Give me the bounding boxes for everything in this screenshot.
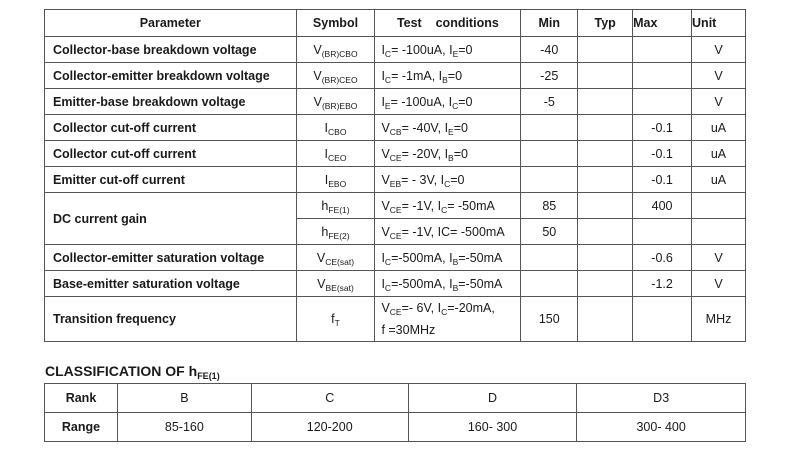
max-cell — [633, 297, 692, 342]
symbol-cell — [296, 193, 375, 219]
parameter-cell: Collector cut-off current — [45, 115, 297, 141]
classification-title-sub: FE(1) — [197, 371, 220, 381]
table-row — [45, 141, 746, 167]
condition-cell — [375, 37, 521, 63]
parameter-cell: Emitter cut-off current — [45, 167, 297, 193]
typ-cell — [578, 271, 633, 297]
header-parameter: Parameter — [45, 10, 297, 37]
table-row — [45, 63, 746, 89]
condition-text: = -1mA, I — [391, 68, 443, 83]
rank-value: B — [118, 384, 252, 413]
rank-value: D — [408, 384, 577, 413]
symbol-main: h — [321, 224, 329, 239]
condition-text: I — [381, 250, 385, 265]
condition-text: V — [381, 146, 390, 161]
max-cell: -0.1 — [633, 167, 692, 193]
unit-cell: V — [692, 245, 746, 271]
unit-cell: V — [692, 37, 746, 63]
condition-cell — [375, 245, 521, 271]
symbol-cell — [296, 37, 375, 63]
table-row — [45, 193, 746, 219]
typ-cell — [578, 89, 633, 115]
condition-text: =-500mA, I — [391, 250, 453, 265]
symbol-subscript: (BR)CEO — [321, 74, 358, 85]
condition-subscript: C — [384, 282, 392, 293]
symbol-main: V — [317, 276, 326, 291]
symbol-cell — [296, 245, 375, 271]
parameter-cell: Collector-base breakdown voltage — [45, 37, 297, 63]
symbol-subscript: FE(1) — [328, 204, 350, 215]
symbol-subscript: CE(sat) — [325, 256, 355, 267]
rank-label: Rank — [45, 384, 118, 413]
condition-text: =0 — [453, 120, 468, 135]
condition-cell — [375, 167, 521, 193]
condition-text: =-50mA — [458, 250, 503, 265]
unit-cell: uA — [692, 141, 746, 167]
symbol-cell — [296, 167, 375, 193]
condition-subscript: E — [448, 126, 454, 137]
symbol-main: I — [324, 146, 329, 161]
symbol-subscript: CBO — [328, 126, 347, 137]
symbol-cell — [296, 63, 375, 89]
condition-subscript: CB — [389, 126, 402, 137]
condition-subscript: EB — [389, 178, 402, 189]
table-row — [45, 37, 746, 63]
min-cell: -25 — [521, 63, 578, 89]
min-cell: -40 — [521, 37, 578, 63]
condition-text: = -1V, IC= -500mA — [401, 224, 505, 239]
condition-text: =-50mA — [458, 276, 503, 291]
condition-subscript: B — [442, 74, 448, 85]
max-cell: -0.1 — [633, 141, 692, 167]
symbol-subscript: CEO — [328, 152, 347, 163]
symbol-subscript: EBO — [328, 178, 347, 189]
condition-text: = -1V, I — [401, 198, 442, 213]
condition-subscript: E — [384, 100, 391, 111]
min-cell: 150 — [521, 297, 578, 342]
condition-subscript: B — [452, 256, 459, 267]
parameter-cell: Collector-emitter saturation voltage — [45, 245, 297, 271]
min-cell — [521, 271, 578, 297]
header-typ: Typ — [578, 10, 633, 37]
condition-text: =0 — [453, 146, 468, 161]
condition-cell — [375, 141, 521, 167]
header-test-conditions: Test conditions — [375, 10, 521, 37]
typ-cell — [578, 297, 633, 342]
unit-cell: V — [692, 89, 746, 115]
condition-subscript: CE — [389, 204, 402, 215]
table-row — [45, 89, 746, 115]
classification-title — [45, 363, 220, 379]
condition-subscript: C — [384, 48, 392, 59]
min-cell: -5 — [521, 89, 578, 115]
symbol-main: V — [313, 94, 322, 109]
max-cell: -0.1 — [633, 115, 692, 141]
condition-cell — [375, 271, 521, 297]
symbol-cell — [296, 115, 375, 141]
table-row — [45, 115, 746, 141]
typ-cell — [578, 37, 633, 63]
header-symbol: Symbol — [296, 10, 375, 37]
symbol-cell — [296, 89, 375, 115]
condition-subscript: CE — [389, 307, 402, 317]
min-cell: 85 — [521, 193, 578, 219]
symbol-cell — [296, 219, 375, 245]
symbol-subscript: (BR)CBO — [321, 48, 358, 59]
range-row — [45, 413, 746, 442]
condition-text: I — [381, 276, 385, 291]
condition-text: = -100uA, I — [390, 94, 453, 109]
typ-cell — [578, 193, 633, 219]
condition-text: V — [381, 301, 390, 315]
symbol-subscript: BE(sat) — [325, 282, 354, 293]
unit-cell — [692, 219, 746, 245]
condition-subscript: E — [452, 48, 459, 59]
symbol-cell — [296, 141, 375, 167]
condition-text: = -20V, I — [401, 146, 449, 161]
condition-subscript: CE — [389, 230, 402, 241]
typ-cell — [578, 167, 633, 193]
parameter-cell: Base-emitter saturation voltage — [45, 271, 297, 297]
min-cell — [521, 115, 578, 141]
table-row — [45, 297, 746, 342]
classification-title-text: CLASSIFICATION OF h — [45, 363, 198, 379]
symbol-main: I — [324, 120, 329, 135]
range-label: Range — [45, 413, 118, 442]
condition-text: =-500mA, I — [391, 276, 453, 291]
table-row — [45, 167, 746, 193]
symbol-subscript: T — [334, 318, 340, 328]
unit-cell — [692, 193, 746, 219]
range-value: 160- 300 — [408, 413, 577, 442]
table-row — [45, 245, 746, 271]
condition-subscript: C — [384, 256, 392, 267]
condition-cell — [375, 89, 521, 115]
condition-text: = -50mA — [447, 198, 495, 213]
condition-text: V — [381, 120, 390, 135]
condition-text: I — [381, 94, 385, 109]
parameter-cell: Collector-emitter breakdown voltage — [45, 63, 297, 89]
header-unit: Unit — [692, 10, 746, 37]
symbol-cell — [296, 271, 375, 297]
condition-text: =- 6V, I — [401, 301, 442, 315]
min-cell: 50 — [521, 219, 578, 245]
condition-cell — [375, 193, 521, 219]
max-cell — [633, 89, 692, 115]
symbol-main: V — [313, 42, 322, 57]
header-max: Max — [633, 10, 692, 37]
parameter-cell: Transition frequency — [45, 297, 297, 342]
condition-text: V — [381, 172, 390, 187]
condition-subscript: C — [452, 100, 459, 111]
unit-cell: MHz — [692, 297, 746, 342]
max-cell — [633, 37, 692, 63]
max-cell: -0.6 — [633, 245, 692, 271]
condition-text: = -40V, I — [401, 120, 449, 135]
electrical-characteristics-table — [44, 9, 746, 342]
unit-cell: uA — [692, 167, 746, 193]
condition-text: V — [381, 198, 390, 213]
range-value: 85-160 — [118, 413, 252, 442]
condition-cell — [375, 297, 521, 342]
symbol-main: V — [313, 68, 322, 83]
range-value: 120-200 — [251, 413, 408, 442]
symbol-main: I — [324, 172, 329, 187]
condition-text: = - 3V, I — [401, 172, 445, 187]
symbol-main: V — [316, 250, 326, 265]
parameter-cell: Collector cut-off current — [45, 141, 297, 167]
condition-subscript: B — [448, 152, 454, 163]
condition-subscript: C — [441, 204, 448, 215]
symbol-main: f — [331, 312, 335, 326]
typ-cell — [578, 141, 633, 167]
max-cell — [633, 219, 692, 245]
typ-cell — [578, 245, 633, 271]
condition-line-1 — [381, 297, 520, 319]
condition-text: =-20mA, — [447, 301, 495, 315]
rank-value: C — [251, 384, 408, 413]
rank-value: D3 — [577, 384, 746, 413]
condition-text: V — [381, 224, 390, 239]
typ-cell — [578, 115, 633, 141]
max-cell: 400 — [633, 193, 692, 219]
condition-text: =0 — [458, 42, 473, 57]
parameter-cell: DC current gain — [45, 193, 297, 245]
typ-cell — [578, 219, 633, 245]
rank-row — [45, 384, 746, 413]
min-cell — [521, 167, 578, 193]
condition-cell — [375, 115, 521, 141]
condition-text: I — [381, 68, 385, 83]
max-cell: -1.2 — [633, 271, 692, 297]
parameter-cell: Emitter-base breakdown voltage — [45, 89, 297, 115]
unit-cell: V — [692, 63, 746, 89]
condition-subscript: C — [444, 178, 451, 189]
condition-text: = -100uA, I — [391, 42, 453, 57]
symbol-subscript: (BR)EBO — [321, 100, 358, 111]
condition-text: =0 — [447, 68, 463, 83]
min-cell — [521, 141, 578, 167]
classification-table — [44, 383, 746, 442]
min-cell — [521, 245, 578, 271]
condition-cell — [375, 219, 521, 245]
condition-text: =0 — [450, 172, 465, 187]
condition-subscript: C — [384, 74, 392, 85]
condition-text: =0 — [458, 94, 473, 109]
symbol-main: h — [321, 198, 329, 213]
unit-cell: V — [692, 271, 746, 297]
symbol-cell — [296, 297, 375, 342]
max-cell — [633, 63, 692, 89]
typ-cell — [578, 63, 633, 89]
condition-line-2: f =30MHz — [381, 323, 436, 337]
header-min: Min — [521, 10, 578, 37]
unit-cell: uA — [692, 115, 746, 141]
symbol-subscript: FE(2) — [328, 230, 350, 241]
condition-subscript: CE — [389, 152, 402, 163]
condition-subscript: C — [441, 307, 448, 317]
table-header-row — [45, 10, 746, 37]
condition-cell — [375, 63, 521, 89]
range-value: 300- 400 — [577, 413, 746, 442]
condition-subscript: B — [452, 282, 459, 293]
table-row — [45, 271, 746, 297]
condition-text: I — [381, 42, 385, 57]
